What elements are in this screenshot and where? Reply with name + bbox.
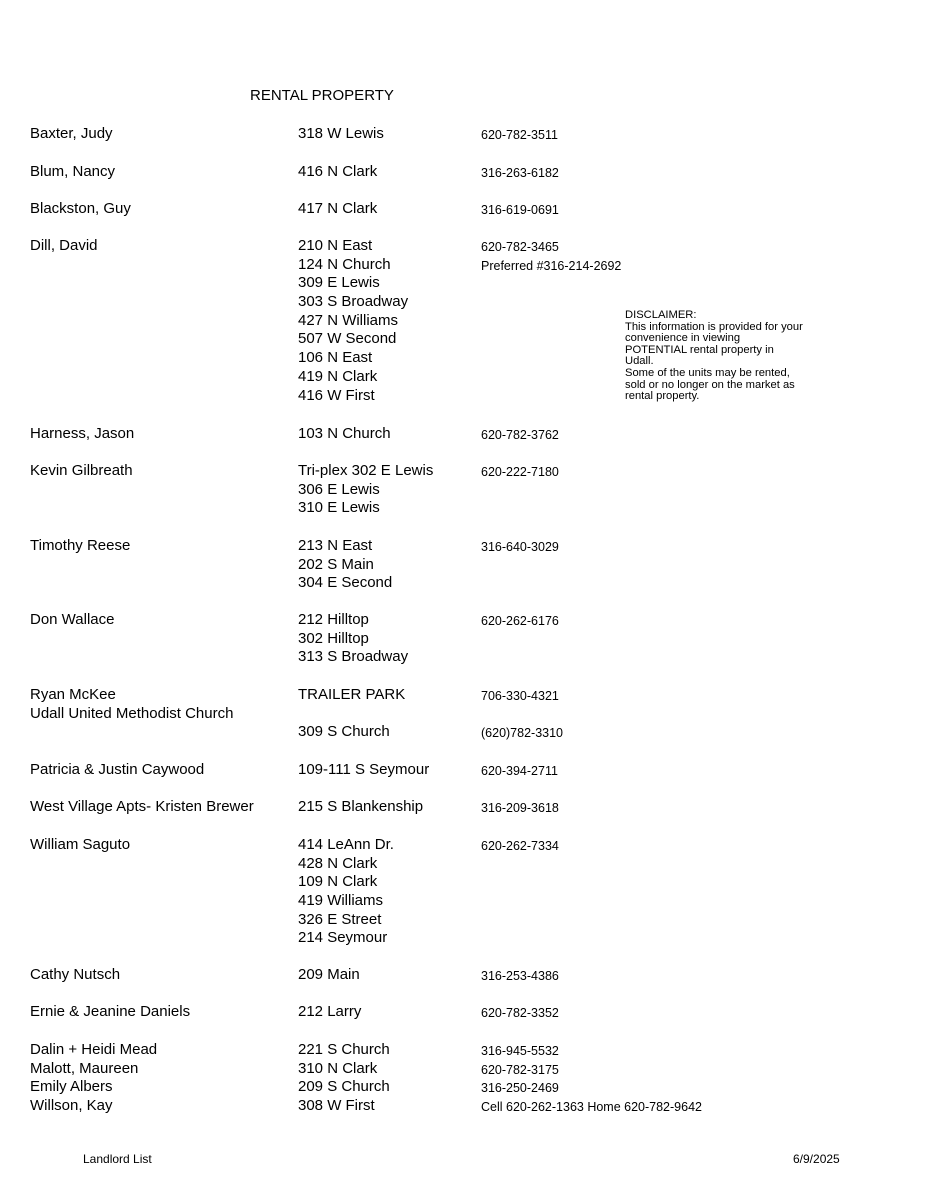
phone-number: [481, 724, 563, 743]
phone-number-line: 316-945-5532: [481, 1044, 559, 1058]
property-address-line: 124 N Church: [298, 255, 391, 273]
phone-number-line: 316-640-3029: [481, 540, 559, 554]
property-address: [298, 723, 390, 742]
phone-number-line: 316-619-0691: [481, 203, 559, 217]
property-address-line: 221 S Church: [298, 1041, 390, 1058]
phone-number-line: 620-782-3175: [481, 1062, 559, 1077]
property-address-line: 212 Hilltop: [298, 611, 369, 628]
landlord-name-line: Harness, Jason: [30, 425, 135, 442]
property-address: [298, 425, 391, 444]
property-address: [298, 1041, 390, 1116]
footer-left: Landlord List: [83, 1152, 152, 1166]
phone-number: [481, 463, 559, 482]
property-address: [298, 125, 384, 144]
phone-number: [481, 1004, 559, 1023]
disclaimer-line: sold or no longer on the market as: [625, 378, 795, 391]
landlord-name: [30, 686, 233, 723]
property-address: [298, 237, 408, 405]
landlord-name-line: Blackston, Guy: [30, 200, 131, 217]
property-address-line: TRAILER PARK: [298, 686, 406, 703]
landlord-name-line: Blum, Nancy: [30, 163, 116, 180]
disclaimer-line: Some of the units may be rented,: [625, 366, 790, 379]
landlord-name: [30, 1003, 190, 1022]
property-address-line: 306 E Lewis: [298, 480, 380, 498]
phone-number: [481, 967, 559, 986]
landlord-name-line: Dill, David: [30, 237, 98, 254]
property-address-line: 507 W Second: [298, 330, 397, 348]
property-address-line: 209 S Church: [298, 1078, 390, 1096]
property-address: [298, 163, 377, 182]
disclaimer-line: This information is provided for your: [625, 320, 803, 333]
disclaimer-line: POTENTIAL rental property in: [625, 343, 774, 356]
property-address-line: 419 Williams: [298, 892, 384, 910]
property-address: [298, 761, 429, 780]
property-address-line: 309 S Church: [298, 723, 390, 740]
property-address: [298, 462, 433, 518]
property-address-line: 417 N Clark: [298, 200, 378, 217]
phone-number: [481, 612, 559, 631]
landlord-name-line: Willson, Kay: [30, 1097, 113, 1115]
property-address-line: 213 N East: [298, 537, 373, 554]
property-address: [298, 537, 392, 593]
property-address-line: 103 N Church: [298, 425, 391, 442]
phone-number-line: 316-263-6182: [481, 166, 559, 180]
landlord-name-line: William Saguto: [30, 836, 131, 853]
property-address-line: 212 Larry: [298, 1003, 362, 1020]
phone-number-line: 316-253-4386: [481, 969, 559, 983]
property-address: [298, 1003, 361, 1022]
landlord-name: [30, 425, 134, 444]
property-address-line: 428 N Clark: [298, 854, 378, 872]
phone-number: [481, 426, 559, 445]
property-address-line: 106 N East: [298, 349, 373, 367]
landlord-name-line: Kevin Gilbreath: [30, 462, 133, 479]
disclaimer-line: Udall.: [625, 355, 654, 368]
phone-number-line: 620-222-7180: [481, 465, 559, 479]
landlord-name-line: Baxter, Judy: [30, 125, 113, 142]
landlord-name: [30, 1041, 157, 1116]
phone-number-line: 620-782-3352: [481, 1006, 559, 1020]
landlord-name-line: Ernie & Jeanine Daniels: [30, 1003, 191, 1020]
phone-number-line: 620-782-3511: [481, 128, 558, 142]
property-address-line: 215 S Blankenship: [298, 798, 424, 815]
property-address-line: 109 N Clark: [298, 873, 378, 891]
phone-number-line: 620-782-3762: [481, 428, 559, 442]
property-address: [298, 200, 377, 219]
landlord-name-line: Dalin + Heidi Mead: [30, 1041, 158, 1058]
disclaimer-line: rental property.: [625, 390, 700, 403]
property-address-line: 414 LeAnn Dr.: [298, 836, 394, 853]
landlord-name: [30, 163, 115, 182]
landlord-name: [30, 537, 130, 556]
property-address-line: 310 E Lewis: [298, 499, 380, 517]
landlord-name: [30, 798, 254, 817]
phone-number-line: 620-262-6176: [481, 614, 559, 628]
landlord-name: [30, 125, 113, 144]
property-address-line: 214 Seymour: [298, 929, 388, 947]
landlord-name-line: Cathy Nutsch: [30, 966, 121, 983]
property-address-line: 308 W First: [298, 1097, 375, 1115]
landlord-name: [30, 761, 204, 780]
disclaimer-line: DISCLAIMER:: [625, 309, 697, 321]
landlord-name: [30, 200, 131, 219]
phone-number: [481, 762, 558, 781]
landlord-name-line: Malott, Maureen: [30, 1059, 139, 1077]
property-address-line: 419 N Clark: [298, 367, 378, 385]
property-address-line: 318 W Lewis: [298, 125, 384, 142]
landlord-name-line: Emily Albers: [30, 1078, 113, 1096]
property-address-line: 326 E Street: [298, 910, 382, 928]
phone-number-line: 620-262-7334: [481, 839, 559, 853]
phone-number-line: 316-250-2469: [481, 1081, 559, 1096]
landlord-name-line: Don Wallace: [30, 611, 115, 628]
landlord-name: [30, 966, 120, 985]
disclaimer-block: [625, 310, 825, 403]
property-address-line: 310 N Clark: [298, 1059, 378, 1077]
property-address-line: 202 S Main: [298, 555, 374, 573]
landlord-name-line: Timothy Reese: [30, 537, 131, 554]
phone-number: [481, 799, 559, 818]
property-address: [298, 611, 408, 667]
property-address-line: 303 S Broadway: [298, 293, 409, 311]
landlord-name-line: Patricia & Justin Caywood: [30, 761, 205, 778]
landlord-name-line: West Village Apts- Kristen Brewer: [30, 798, 254, 815]
property-address-line: 109-111 S Seymour: [298, 761, 430, 778]
phone-number-line: Preferred #316-214-2692: [481, 258, 622, 273]
landlord-name-line: Ryan McKee: [30, 686, 116, 703]
property-address: [298, 966, 360, 985]
property-address-line: 416 N Clark: [298, 163, 378, 180]
landlord-name-line: Udall United Methodist Church: [30, 704, 234, 722]
property-address-line: 416 W First: [298, 386, 375, 404]
landlord-name: [30, 237, 98, 256]
footer-date: 6/9/2025: [793, 1152, 840, 1166]
phone-number-line: 316-209-3618: [481, 801, 559, 815]
phone-number: [481, 164, 559, 183]
phone-number: [481, 837, 559, 856]
phone-number-line: 620-394-2711: [481, 764, 558, 778]
property-address-line: 313 S Broadway: [298, 648, 409, 666]
property-address: [298, 836, 394, 948]
phone-number-line: 706-330-4321: [481, 689, 559, 703]
phone-number: [481, 538, 559, 557]
landlord-name: [30, 462, 133, 481]
property-address: [298, 686, 405, 705]
landlord-name: [30, 611, 114, 630]
property-address-line: 302 Hilltop: [298, 629, 369, 647]
disclaimer-line: convenience in viewing: [625, 332, 741, 345]
phone-number: [481, 201, 559, 220]
phone-number-line: Cell 620-262-1363 Home 620-782-9642: [481, 1100, 702, 1115]
property-address-line: 210 N East: [298, 237, 373, 254]
phone-number: [481, 1042, 702, 1117]
phone-number-line: (620)782-3310: [481, 726, 564, 740]
phone-number: [481, 687, 559, 706]
phone-number: [481, 238, 621, 275]
property-address: [298, 798, 423, 817]
page-title: RENTAL PROPERTY: [250, 87, 394, 104]
property-address-line: 309 E Lewis: [298, 274, 380, 292]
phone-number: [481, 126, 558, 145]
property-address-line: Tri-plex 302 E Lewis: [298, 462, 434, 479]
landlord-name: [30, 836, 130, 855]
property-address-line: 304 E Second: [298, 574, 393, 592]
property-address-line: 209 Main: [298, 966, 360, 983]
phone-number-line: 620-782-3465: [481, 240, 559, 254]
property-address-line: 427 N Williams: [298, 311, 399, 329]
